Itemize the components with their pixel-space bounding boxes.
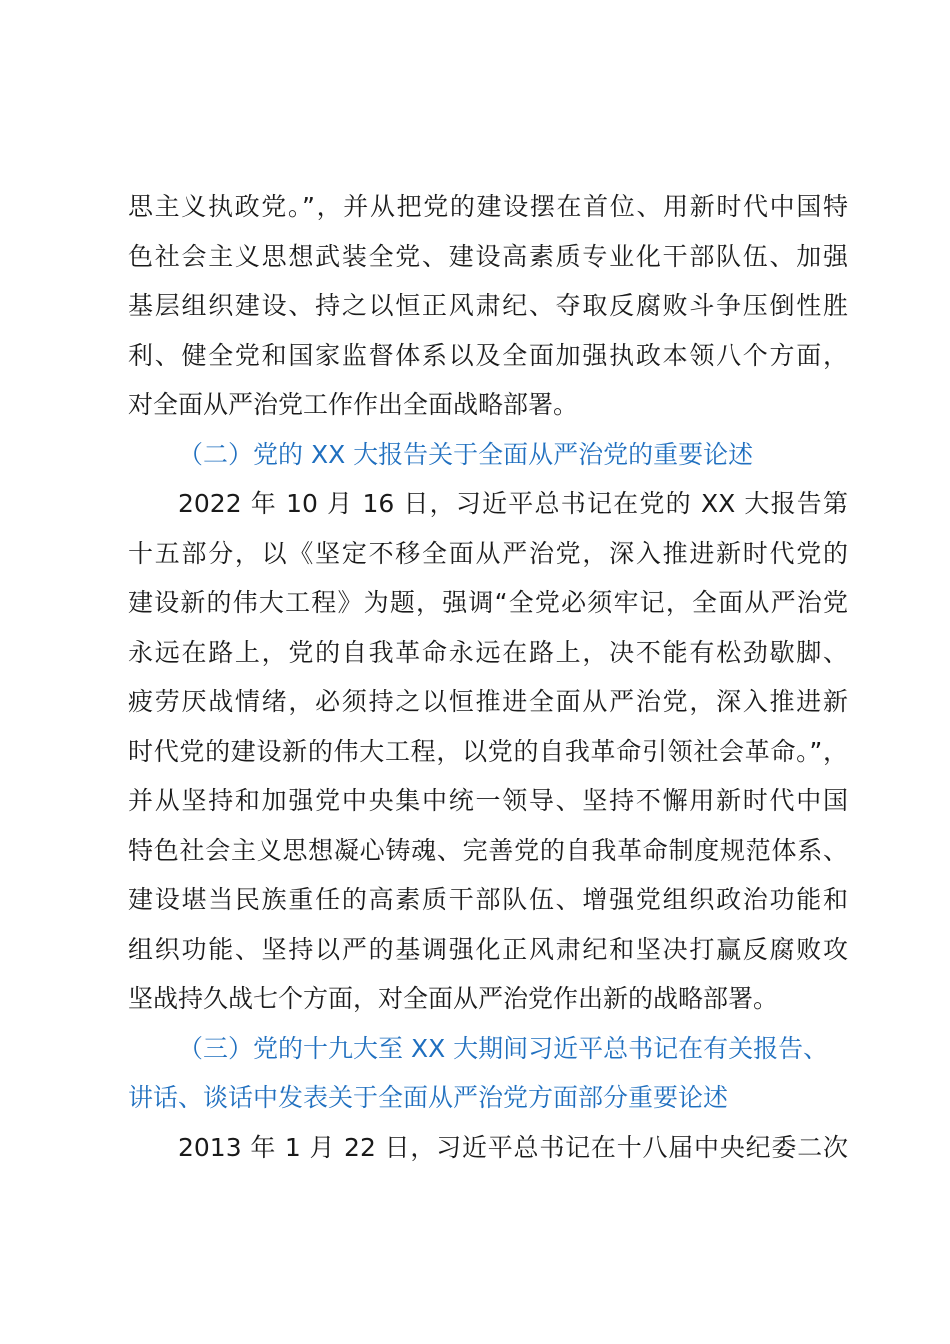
- text-line: 2022 年 10 月 16 日，习近平总书记在党的 XX 大报告第: [178, 489, 848, 518]
- text-line: 利、健全党和国家监督体系以及全面加强执政本领八个方面，: [128, 340, 848, 370]
- heading-line: （三）党的十九大至 XX 大期间习近平总书记在有关报告、: [178, 1033, 829, 1063]
- paragraph-1: [128, 182, 848, 430]
- section-heading-3: [128, 1024, 848, 1123]
- paragraph-2: [128, 479, 848, 1024]
- text-line: 基层组织建设、持之以恒正风肃纪、夺取反腐败斗争压倒性胜: [128, 291, 848, 320]
- paragraph-3: [128, 1123, 848, 1173]
- text-line: 2013 年 1 月 22 日，习近平总书记在十八届中央纪委二次: [178, 1132, 848, 1162]
- text-line: 色社会主义思想武装全党、建设高素质专业化干部队伍、加强: [128, 241, 848, 271]
- document-body: [128, 182, 848, 1172]
- text-line: 建设堪当民族重任的高素质干部队伍、增强党组织政治功能和: [128, 885, 848, 914]
- text-line: 并从坚持和加强党中央集中统一领导、坚持不懈用新时代中国: [128, 786, 848, 815]
- text-line: 时代党的建设新的伟大工程，以党的自我革命引领社会革命。”，: [128, 736, 848, 766]
- heading-line: 讲话、谈话中发表关于全面从严治党方面部分重要论述: [128, 1083, 729, 1112]
- text-line: 坚战持久战七个方面，对全面从严治党作出新的战略部署。: [128, 984, 779, 1013]
- text-line: 十五部分，以《坚定不移全面从严治党，深入推进新时代党的: [128, 538, 848, 568]
- section-heading-2: [128, 430, 848, 480]
- text-line: 疲劳厌战情绪，必须持之以恒推进全面从严治党，深入推进新: [128, 687, 848, 716]
- heading-line: （二）党的 XX 大报告关于全面从严治党的重要论述: [178, 439, 754, 469]
- text-line: 永远在路上，党的自我革命永远在路上，决不能有松劲歇脚、: [128, 637, 848, 667]
- text-line: 组织功能、坚持以严的基调强化正风肃纪和坚决打赢反腐败攻: [128, 934, 848, 964]
- text-line: 建设新的伟大工程》为题，强调“全党必须牢记，全面从严治党: [128, 588, 848, 617]
- text-line: 对全面从严治党工作作出全面战略部署。: [128, 390, 579, 419]
- text-line: 特色社会主义思想凝心铸魂、完善党的自我革命制度规范体系、: [128, 835, 848, 865]
- text-line: 思主义执政党。”，并从把党的建设摆在首位、用新时代中国特: [128, 192, 848, 221]
